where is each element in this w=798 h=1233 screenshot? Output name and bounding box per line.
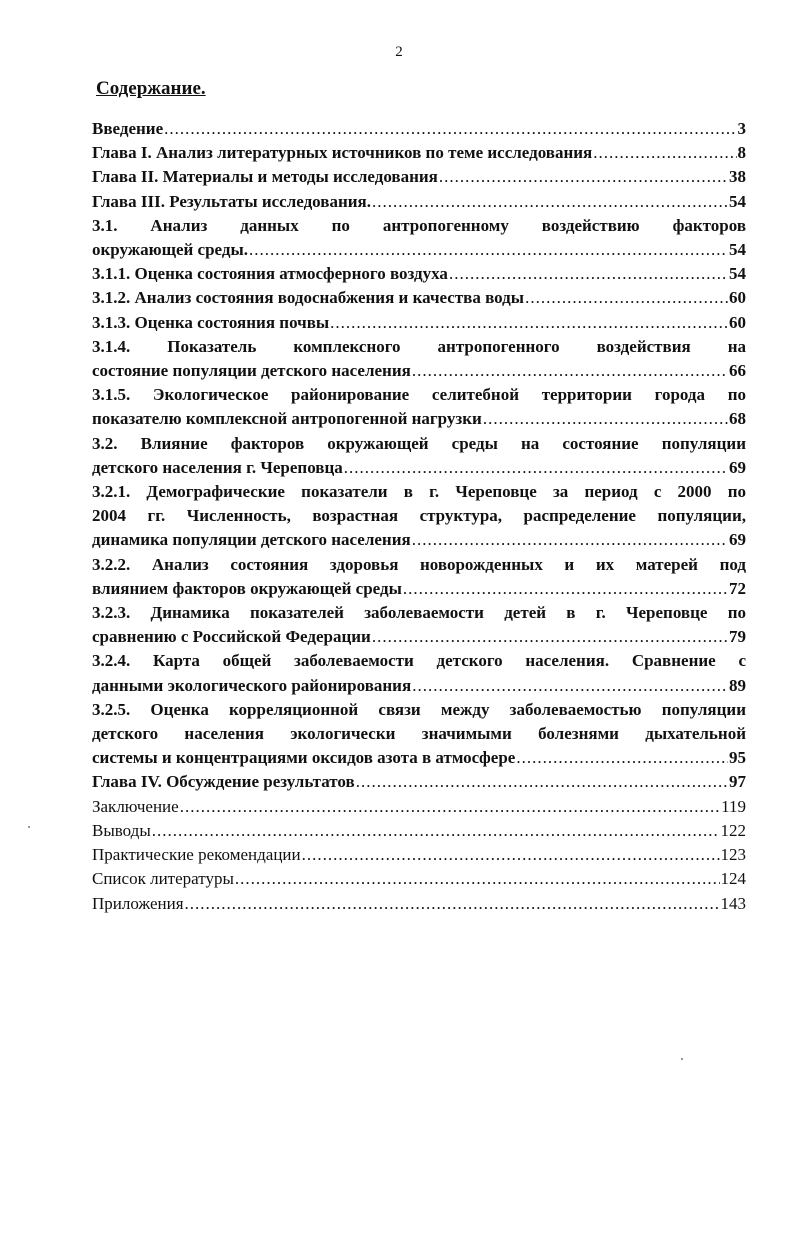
- toc-entry-title: Практические рекомендации: [92, 845, 301, 865]
- toc-entry-title-line: 3.2.3. Динамика показателей заболеваемости детей в г. Череповце по: [92, 603, 746, 623]
- toc-entry: [92, 601, 746, 649]
- dot-leader: [439, 165, 728, 189]
- toc-entry: [92, 770, 746, 794]
- dot-leader: [449, 262, 728, 286]
- toc-entry-title: показателю комплексной антропогенной нагрузки: [92, 409, 482, 429]
- toc-entry: [92, 311, 746, 335]
- toc-entry: [92, 214, 746, 262]
- toc-entry: [92, 480, 746, 553]
- toc-entry-title: влиянием факторов окружающей среды: [92, 578, 402, 598]
- dot-leader: [516, 746, 728, 770]
- toc-entry-page-number: 69: [729, 457, 746, 477]
- toc-entry-page-number: 38: [729, 167, 746, 187]
- toc-entry-page-number: 123: [720, 845, 746, 865]
- toc-entry: [92, 286, 746, 310]
- dot-leader: [356, 770, 728, 794]
- toc-entry-page-number: 66: [729, 361, 746, 381]
- toc-entry: [92, 432, 746, 480]
- toc-entry-title: Глава I. Анализ литературных источников по теме исследования: [92, 143, 593, 163]
- toc-entry-title-line: детского населения экологически значимыми болезнями дыхательной: [92, 724, 746, 744]
- toc-entry-title: детского населения г. Череповца: [92, 457, 343, 477]
- toc-entry-title: окружающей среды.: [92, 240, 249, 260]
- toc-entry-page-number: 60: [729, 288, 746, 308]
- dot-leader: [412, 359, 728, 383]
- dot-leader: [372, 625, 728, 649]
- toc-entry-title-line: 3.1. Анализ данных по антропогенному воздействию факторов: [92, 215, 746, 235]
- page-number: 2: [395, 44, 403, 60]
- toc-entry-title-line: 3.2.1. Демографические показатели в г. Череповце за период с 2000 по: [92, 482, 746, 502]
- toc-entry: [92, 843, 746, 867]
- toc-entry-title-line: 3.1.5. Экологическое районирование селитебной территории города по: [92, 385, 746, 405]
- dot-leader: [152, 819, 720, 843]
- dot-leader: [249, 238, 728, 262]
- toc-entry: [92, 819, 746, 843]
- toc-entry-page-number: 54: [729, 264, 746, 284]
- toc-entry-title: 3.1.3. Оценка состояния почвы: [92, 312, 330, 332]
- dot-leader: [235, 867, 720, 891]
- dot-leader: [593, 141, 736, 165]
- toc-entry-title: 3.1.2. Анализ состояния водоснабжения и качества воды: [92, 288, 525, 308]
- toc-entry: [92, 262, 746, 286]
- dot-leader: [412, 674, 728, 698]
- toc-entry-title: Глава IV. Обсуждение результатов: [92, 772, 355, 792]
- toc-entry-title: Приложения: [92, 893, 184, 913]
- toc-entry-title-line: 3.2. Влияние факторов окружающей среды на состояние популяции: [92, 433, 746, 453]
- toc-entry: [92, 383, 746, 431]
- toc-entry-page-number: 72: [729, 578, 746, 598]
- dot-leader: [403, 577, 728, 601]
- toc-entry-page-number: 143: [720, 893, 746, 913]
- toc-entry: [92, 553, 746, 601]
- toc-entry-title: Глава II. Материалы и методы исследования: [92, 167, 438, 187]
- toc-entry-page-number: 68: [729, 409, 746, 429]
- toc-entry-title-line: 2004 гг. Численность, возрастная структура, распределение популяции,: [92, 506, 746, 526]
- toc-entry-title: системы и концентрациями оксидов азота в атмосфере: [92, 748, 516, 768]
- toc-entry-title: Глава III. Результаты исследования.: [92, 191, 371, 211]
- dot-leader: [164, 117, 736, 141]
- toc-entry-page-number: 122: [720, 820, 746, 840]
- toc-entry: [92, 892, 746, 916]
- toc-entry-page-number: 60: [729, 312, 746, 332]
- scan-speck: [681, 1058, 683, 1060]
- toc-entry: [92, 649, 746, 697]
- toc-entry: [92, 165, 746, 189]
- dot-leader: [330, 311, 728, 335]
- dot-leader: [302, 843, 720, 867]
- toc-entry-page-number: 89: [729, 675, 746, 695]
- toc-entry-title-line: 3.2.4. Карта общей заболеваемости детского населения. Сравнение с: [92, 651, 746, 671]
- toc-entry-title: сравнению с Российской Федерации: [92, 627, 371, 647]
- toc-entry-page-number: 8: [737, 143, 746, 163]
- dot-leader: [412, 528, 728, 552]
- scan-speck: [28, 826, 30, 828]
- table-of-contents-heading: Содержание.: [96, 78, 206, 99]
- toc-entry-title-line: 3.2.5. Оценка корреляционной связи между заболеваемостью популяции: [92, 699, 746, 719]
- dot-leader: [525, 286, 728, 310]
- dot-leader: [180, 795, 720, 819]
- toc-entry: [92, 117, 746, 141]
- toc-entry-title: Выводы: [92, 820, 151, 840]
- dot-leader: [483, 407, 728, 431]
- toc-entry-title-line: 3.1.4. Показатель комплексного антропогенного воздействия на: [92, 336, 746, 356]
- toc-entry-page-number: 69: [729, 530, 746, 550]
- toc-entry-page-number: 79: [729, 627, 746, 647]
- toc-entry-title: Заключение: [92, 796, 179, 816]
- toc-entry-page-number: 95: [729, 748, 746, 768]
- dot-leader: [185, 892, 720, 916]
- toc-entry-title: Введение: [92, 119, 164, 138]
- table-of-contents: [92, 117, 746, 916]
- dot-leader: [372, 190, 728, 214]
- toc-entry-page-number: 97: [729, 772, 746, 792]
- toc-entry: [92, 141, 746, 165]
- toc-entry-page-number: 54: [729, 240, 746, 260]
- toc-entry-page-number: 119: [721, 796, 746, 816]
- toc-entry: [92, 698, 746, 771]
- toc-entry-page-number: 124: [720, 869, 746, 889]
- toc-entry-title: состояние популяции детского населения: [92, 361, 411, 381]
- toc-entry: [92, 335, 746, 383]
- toc-entry-title: данными экологического районирования: [92, 675, 412, 695]
- toc-entry-title: 3.1.1. Оценка состояния атмосферного воздуха: [92, 264, 448, 284]
- toc-entry-title: Список литературы: [92, 869, 234, 889]
- toc-entry: [92, 795, 746, 819]
- dot-leader: [344, 456, 728, 480]
- toc-entry-title-line: 3.2.2. Анализ состояния здоровья новорожденных и их матерей под: [92, 554, 746, 574]
- toc-entry: [92, 190, 746, 214]
- toc-entry-title: динамика популяции детского населения: [92, 530, 411, 550]
- toc-entry-page-number: 54: [729, 191, 746, 211]
- toc-entry-page-number: 3: [737, 119, 746, 138]
- toc-entry: [92, 867, 746, 891]
